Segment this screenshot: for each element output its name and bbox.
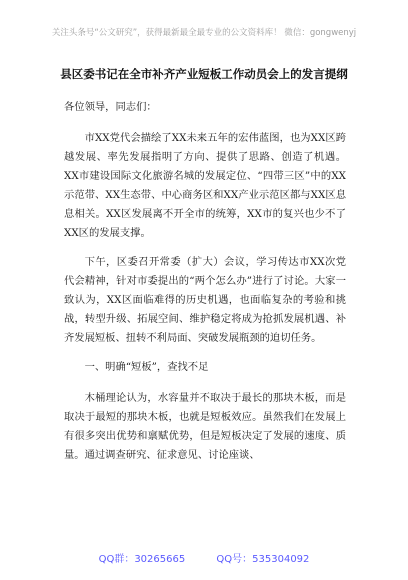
document-body xyxy=(64,98,346,475)
page-footer xyxy=(0,550,408,565)
paragraph-1: 市XX党代会描绘了XX未来五年的宏伟蓝图，也为XX区跨越发展、率先发展指明了方向、提供了思路、创造了机遇。XX市建设国际文化旅游名城的发展定位、“四带三区”中的XX示范带、XX生态带、中心商务区和XX产业示范区都与XX区息息相关。XX区发展离不开全市的统筹，XX市的复兴也少不了XX区的发展支撑。 xyxy=(64,132,346,239)
footer-qq-number: QQ号：535304092 xyxy=(216,554,310,565)
page-header-promo: 关注头条号“公文研究”，获得最新最全最专业的公文资料库！ 微信：gongwenyj xyxy=(51,28,357,38)
paragraph-2: 下午，区委召开常委（扩大）会议，学习传达市XX次党代会精神，针对市委提出的“两个怎么办”进行了讨论。大家一致认为，XX区面临难得的历史机遇，也面临复杂的考验和挑战，转型升级、拓展空间、维护稳定将成为抢抓发展机遇、补齐发展短板、扭转不利局面、突破发展瓶颈的迫切任务。 xyxy=(64,256,346,344)
section-heading: 一、明确“短板”，查找不足 xyxy=(84,361,209,373)
document-title: 县区委书记在全市补齐产业短板工作动员会上的发言提纲 xyxy=(60,67,348,81)
salutation: 各位领导，同志们： xyxy=(64,101,157,113)
footer-qq-group: QQ群：30265665 xyxy=(98,554,186,565)
paragraph-3: 木桶理论认为，水容量并不取决于最长的那块木板，而是取决于最短的那块木板，也就是短板效应。虽然我们在发展上有很多突出优势和禀赋优势，但是短板决定了发展的速度、质量。通过调查研究、征求意见、讨论座谈、 xyxy=(64,392,346,461)
